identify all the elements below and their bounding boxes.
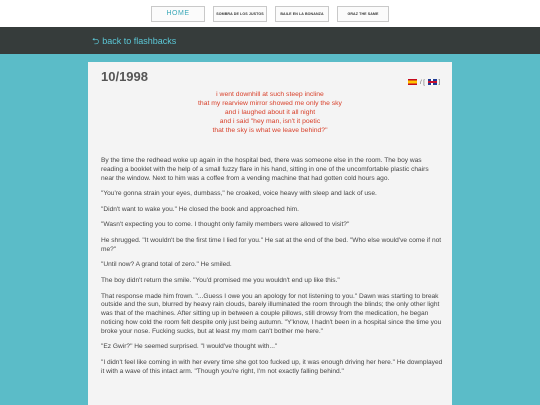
poem-epigraph <box>88 90 452 135</box>
poem-line: that my rearview mirror showed me only the sky <box>198 100 342 107</box>
chapter-title: 10/1998 <box>101 69 148 84</box>
content-panel <box>88 62 452 405</box>
story-text <box>101 157 443 383</box>
top-navigation <box>0 0 540 27</box>
lang-bracket: ] <box>438 79 440 86</box>
return-arrow-icon: ⮌ <box>92 36 100 46</box>
nav-graz-button[interactable]: GRAZ THE SAME <box>337 6 389 22</box>
poem-line: that the sky is what we leave behind?" <box>212 127 328 134</box>
back-link-label: back to flashbacks <box>102 36 177 46</box>
poem-line: i went downhill at such steep incline <box>216 91 324 98</box>
language-switcher <box>408 79 440 86</box>
story-paragraph: He shrugged. "It wouldn't be the first time I lied for you." He sat at the end of the bed. "Who else would've come if not me?" <box>101 236 442 253</box>
back-to-flashbacks-link[interactable] <box>92 34 176 50</box>
story-paragraph: By the time the redhead woke up again in the hospital bed, there was someone else in the room. The boy was reading a booklet with the help of a small fuzzy flare in his hand, sitting in one of the uncomfortable plastic chairs near the window. Next to him was a coffee from a vending machine that had gotten cold hours ago. <box>101 157 429 182</box>
subheader-bar <box>0 27 540 54</box>
nav-sombra-button[interactable]: SOMBRA DE LOS JUSTOS <box>213 6 267 22</box>
nav-baile-button[interactable]: BAILE EN LA BONANZA <box>275 6 329 22</box>
story-paragraph: That response made him frown. "...Guess I owe you an apology for not listening to you." Dawn was starting to break outside and the sun, blurred by heavy rain clouds, barely illuminated the room through the blinds; the only other light was that of the machines. After sitting up in between a couple pillows, still drowsy from the medication, he began noticing how cold the room felt despite only just being autumn. "Y'know, I hadn't been in a hospital since the time you broke your nose. Fucking sucks, but at least my mom can't bother me here." <box>101 292 442 335</box>
poem-line: and i laughed about it all night <box>224 109 316 116</box>
story-paragraph: "I didn't feel like coming in with her every time she got too fucked up, it was enough driving her here." He downplayed it with a wave of this intact arm. "Though you're right, I'm not exactly falling behind." <box>101 358 443 375</box>
poem-line: and i said "hey man, isn't it poetic <box>219 118 321 125</box>
story-paragraph: "Until now? A grand total of zero." He smiled. <box>101 261 232 269</box>
story-paragraph: The boy didn't return the smile. "You'd promised me you wouldn't end up like this." <box>101 276 340 284</box>
story-paragraph: "Wasn't expecting you to come. I thought only family members were allowed to visit?" <box>101 221 350 229</box>
english-flag-icon[interactable] <box>428 79 437 85</box>
story-paragraph: "Ez Gwir?" He seemed surprised. "I would've thought with..." <box>101 343 278 351</box>
story-paragraph: "You're gonna strain your eyes, dumbass," he croaked, voice heavy with sleep and lack of use. <box>101 190 377 198</box>
nav-home-button[interactable]: HOME <box>151 6 205 22</box>
lang-separator: / [ <box>419 79 425 86</box>
spanish-flag-icon[interactable] <box>408 79 417 85</box>
story-paragraph: "Didn't want to wake you." He closed the book and approached him. <box>101 205 300 213</box>
